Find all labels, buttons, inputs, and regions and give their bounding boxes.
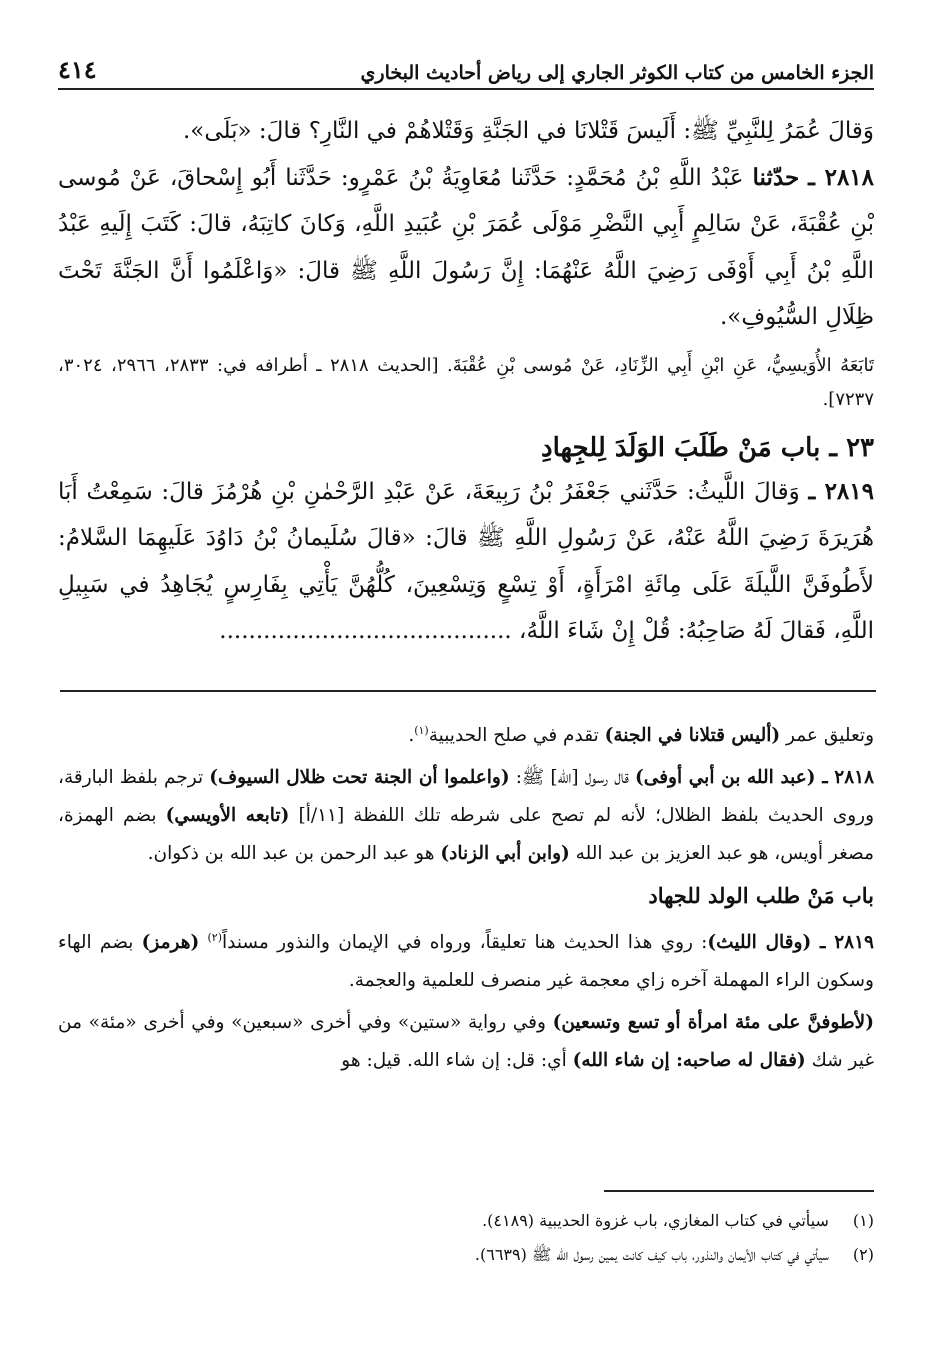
commentary-text: تقدم في صلح الحديبية [428,725,599,747]
quoted-phrase: (وابن أبي الزناد) [440,843,570,865]
narration-lead: حدّثنا [752,163,800,191]
hadith-body: وَقالَ اللَّيثُ: حَدَّثَني جَعْفَرُ بْنُ رَبِيعَةَ، عَنْ عَبْدِ الرَّحْمٰنِ بْنِ هُرْمُزَ قالَ: سَمِعْتُ أَبَا هُرَيرَةَ رَضِيَ اللَّهُ عَنْهُ، عَنْ رَسُولِ اللَّهِ ﷺ قالَ: «قالَ سُلَيمانُ بْنُ دَاوُدَ عَلَيهِمَا السَّلامُ: لأَطُوفَنَّ اللَّيلَةَ عَلَى مِائَةِ امْرَأَةٍ، أَوْ تِسْعٍ وَتِسْعِينَ، كُلُّهُنَّ يَأْتِي بِفَارِسٍ يُجَاهِدُ في سَبِيلِ اللَّهِ، فَقالَ لَهُ صَاحِبُهُ: قُلْ إِنْ شَاءَ اللَّهُ، [58,478,874,644]
commentary-text: بضم الهاء وسكون الراء المهملة آخره زاي معجمة غير منصرف للعلمية والعجمة. [58,932,874,992]
commentary-text: : روي هذا الحديث هنا تعليقاً، ورواه في الإيمان والنذور مسنداً [222,932,708,954]
commentary-paragraph [58,1004,874,1080]
quoted-phrase: (فقال له صاحبه: إن شاء الله) [572,1050,806,1072]
running-title: الجزء الخامس من كتاب الكوثر الجاري إلى رياض أحاديث البخاري [360,62,874,84]
section-divider [60,690,876,692]
quoted-phrase: ٢٨١٩ ـ (وقال الليث) [707,932,874,954]
commentary-text: قال رسول [الله] ﷺ: [515,767,629,789]
hadith-section [58,108,874,655]
chapter-heading: ٢٣ ـ باب مَنْ طَلَبَ الوَلَدَ لِلجِهادِ [541,432,874,463]
commentary-text: أي: قل: إن شاء الله. قيل: هو [341,1050,567,1072]
footnote [58,1204,874,1238]
hadith-2818 [58,155,874,341]
quoted-phrase: (واعلموا أن الجنة تحت ظلال السيوف) [209,767,510,789]
commentary-text: بضم الهمزة، مصغر أويس، هو عبد العزيز بن عبد الله [58,805,874,865]
footnote-ref: (١) [414,724,429,737]
quoted-phrase: (تابعه الأويسي) [165,805,290,827]
hadith-number: ٢٨١٨ ـ [808,163,875,191]
continuation-dots: ........................................ [219,618,512,644]
quoted-phrase: (أليس قتلانا في الجنة) [604,725,781,747]
footnotes [58,1204,874,1272]
hadith-number: ٢٨١٩ ـ [808,477,874,505]
commentary-section [58,712,874,1084]
footnote-text: سيأتي في كتاب المغازي، باب غزوة الحديبية (٤١٨٩). [482,1211,829,1230]
hadith-body: عَبْدُ اللَّهِ بْنُ مُحَمَّدٍ: حَدَّثَنا مُعَاوِيَةُ بْنُ عَمْرٍو: حَدَّثَنا أَبُو إِسْحاقَ، عَنْ مُوسى بْنِ عُقْبَةَ، عَنْ سَالِمٍ أَبِي النَّضْرِ مَوْلَى عُمَرَ بْنِ عُبَيدِ اللَّهِ، وَكانَ كاتِبَهُ، قالَ: كَتَبَ إِلَيهِ عَبْدُ اللَّهِ بْنُ أَبِي أَوْفَى رَضِيَ اللَّهُ عَنْهُمَا: إِنَّ رَسُولَ اللَّهِ ﷺ قالَ: «وَاعْلَمُوا أَنَّ الجَنَّةَ تَحْتَ ظِلَالِ السُّيُوفِ». [58,164,874,330]
footnote-number: (١) [852,1211,874,1230]
footnote-text: سيأتي في كتاب الأيمان والنذور، باب كيف كانت يمين رسول الله ﷺ (٦٦٣٩). [474,1245,829,1264]
footnote-number: (٢) [852,1245,874,1264]
running-header [58,44,874,90]
commentary-paragraph [58,919,874,1000]
commentary-paragraph [58,712,874,755]
commentary-text: ترجم بلفظ البارقة، وروى الحديث بلفظ الظلال؛ لأنه لم تصح على شرطه تلك اللفظة [١١/أ] [58,767,875,827]
quoted-phrase: ٢٨١٨ ـ (عبد الله بن أبي أوفى) [635,767,875,789]
quoted-phrase: (هرمز) [141,932,200,954]
commentary-paragraph [58,759,874,873]
commentary-text: . [408,725,415,747]
quoted-phrase: (لأطوفنَّ على مئة امرأة أو تسع وتسعين) [552,1012,874,1034]
commentary-text: وفي رواية «ستين» وفي أخرى «سبعين» وفي أخرى «مئة» من غير شك [58,1012,874,1072]
footnote-divider [604,1190,874,1192]
commentary-text: هو عبد الرحمن بن عبد الله بن ذكوان. [147,843,435,865]
umar-saying: وَقالَ عُمَرُ لِلنَّبِيِّ ﷺ: أَلَيسَ قَتْلانَا في الجَنَّةِ وَقَتْلاهُمْ في النَّارِ؟ قالَ: «بَلَى». [182,118,874,144]
page-number: ٤١٤ [58,55,97,84]
hadith-2819 [58,469,874,655]
commentary-text: وتعليق عمر [786,725,874,747]
commentary-heading: باب مَنْ طلب الولد للجهاد [648,883,874,909]
mutabaah-note: تَابَعَهُ الأُوَيسِيُّ، عَنِ ابْنِ أَبِي الزِّنَادِ، عَنْ مُوسى بْنِ عُقْبَةَ. [الحديث ٢٨١٨ ـ أطرافه في: ٢٨٣٣، ٢٩٦٦، ٣٠٢٤، ٧٢٣٧]. [58,354,875,410]
footnote-ref: (٢) [207,931,222,945]
footnote [58,1238,874,1272]
